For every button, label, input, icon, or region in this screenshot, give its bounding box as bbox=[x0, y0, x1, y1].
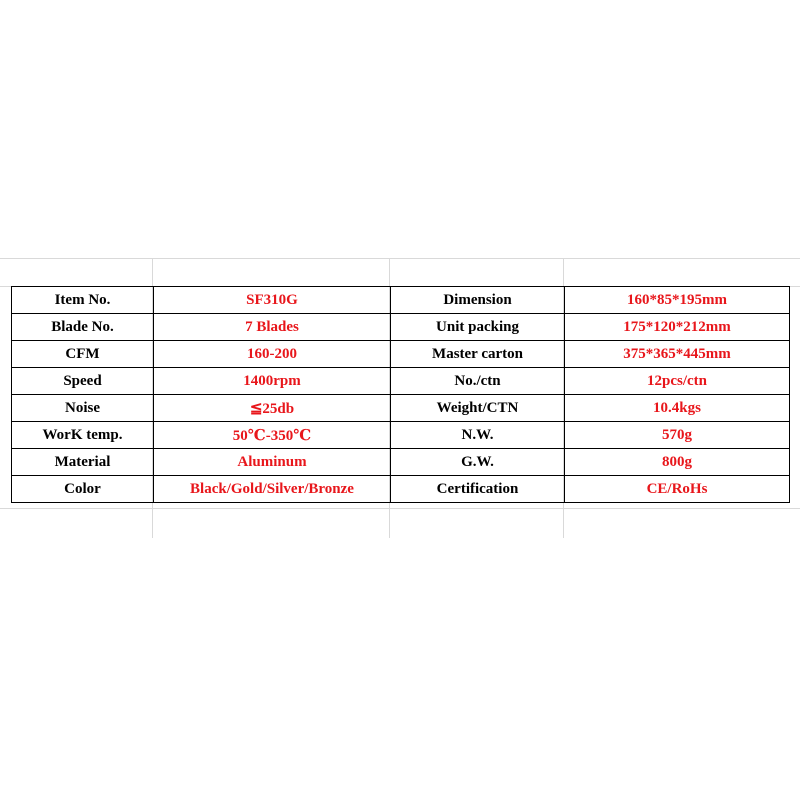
spec-label: Dimension bbox=[391, 287, 565, 314]
spec-value: Aluminum bbox=[154, 449, 391, 476]
table-row bbox=[12, 341, 790, 368]
spec-value: 12pcs/ctn bbox=[565, 368, 790, 395]
spec-value: 50℃-350℃ bbox=[154, 422, 391, 449]
spec-label: Speed bbox=[12, 368, 154, 395]
spec-label: Certification bbox=[391, 476, 565, 503]
spec-label: Weight/CTN bbox=[391, 395, 565, 422]
spec-label: Item No. bbox=[12, 287, 154, 314]
spec-value: 10.4kgs bbox=[565, 395, 790, 422]
spec-label: WorK temp. bbox=[12, 422, 154, 449]
gridline bbox=[0, 258, 800, 259]
spec-label: G.W. bbox=[391, 449, 565, 476]
gridline bbox=[0, 508, 800, 509]
spec-label: Unit packing bbox=[391, 314, 565, 341]
table-row bbox=[12, 287, 790, 314]
spec-label: Master carton bbox=[391, 341, 565, 368]
spec-value: 375*365*445mm bbox=[565, 341, 790, 368]
table-row bbox=[12, 422, 790, 449]
spec-label: Color bbox=[12, 476, 154, 503]
spec-value: 7 Blades bbox=[154, 314, 391, 341]
table-row bbox=[12, 395, 790, 422]
spec-label: Material bbox=[12, 449, 154, 476]
spec-value: 800g bbox=[565, 449, 790, 476]
table-row bbox=[12, 449, 790, 476]
spec-value: 160-200 bbox=[154, 341, 391, 368]
spec-value: Black/Gold/Silver/Bronze bbox=[154, 476, 391, 503]
spec-label: CFM bbox=[12, 341, 154, 368]
spec-value: 1400rpm bbox=[154, 368, 391, 395]
spec-label: N.W. bbox=[391, 422, 565, 449]
spec-value: ≦25db bbox=[154, 395, 391, 422]
table-row bbox=[12, 368, 790, 395]
table-row bbox=[12, 314, 790, 341]
spec-value: 570g bbox=[565, 422, 790, 449]
table-row bbox=[12, 476, 790, 503]
spec-value: 160*85*195mm bbox=[565, 287, 790, 314]
spec-value: CE/RoHs bbox=[565, 476, 790, 503]
spec-value: 175*120*212mm bbox=[565, 314, 790, 341]
spec-value: SF310G bbox=[154, 287, 391, 314]
spec-label: Noise bbox=[12, 395, 154, 422]
spec-label: Blade No. bbox=[12, 314, 154, 341]
spec-label: No./ctn bbox=[391, 368, 565, 395]
spec-table bbox=[11, 286, 790, 503]
